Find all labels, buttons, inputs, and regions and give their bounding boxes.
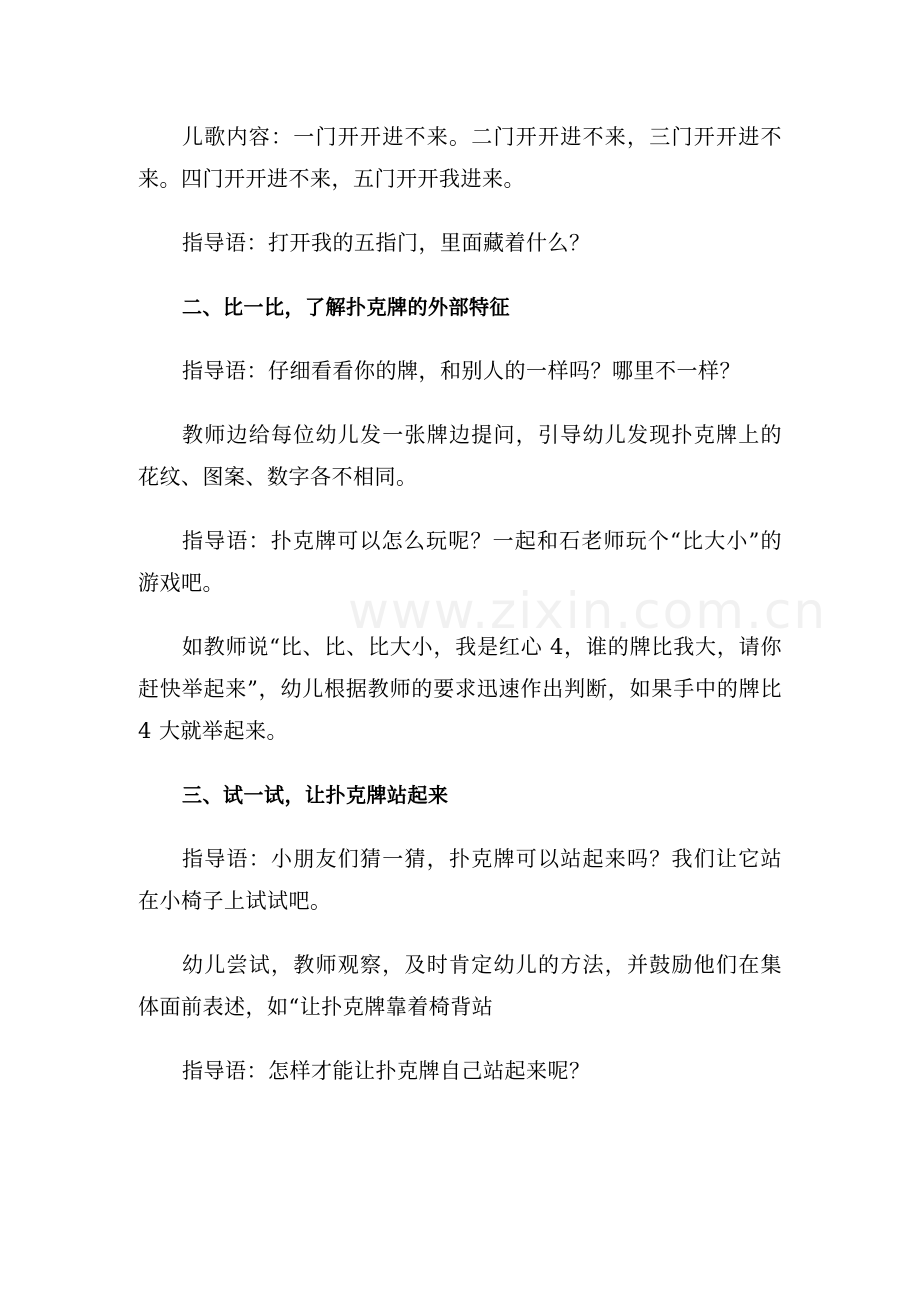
watermark: www.zixin.com.cn xyxy=(348,582,828,640)
paragraph-children-try: 幼儿尝试，教师观察，及时肯定幼儿的方法，并鼓励他们在集体面前表述，如“让扑克牌靠着椅背站 xyxy=(138,953,782,1019)
paragraph-guide-five-finger-door: 指导语：打开我的五指门，里面藏着什么？ xyxy=(182,231,591,255)
paragraph-nursery-rhyme: 儿歌内容：一门开开进不来。二门开开进不来，三门开开进不来。四门开开进不来，五门开开我进来。 xyxy=(138,125,782,191)
paragraph-teacher-hands-out: 教师边给每位幼儿发一张牌边提问，引导幼儿发现扑克牌上的花纹、图案、数字各不相同。 xyxy=(138,423,782,489)
paragraph-guide-look-at-card: 指导语：仔细看看你的牌，和别人的一样吗？哪里不一样？ xyxy=(182,359,741,383)
section-heading-stand-up: 三、试一试，让扑克牌站起来 xyxy=(182,783,449,807)
section-heading-compare: 二、比一比，了解扑克牌的外部特征 xyxy=(182,295,510,319)
paragraph-compare-game-example: 如教师说“比、比、比大小，我是红心 4，谁的牌比我大，请你赶快举起来”，幼儿根据教师的要求迅速作出判断，如果手中的牌比 4 大就举起来。 xyxy=(138,635,782,743)
paragraph-guide-stand-by-itself: 指导语：怎样才能让扑克牌自己站起来呢？ xyxy=(182,1059,591,1083)
paragraph-guide-how-to-play: 指导语：扑克牌可以怎么玩呢？一起和石老师玩个“比大小”的游戏吧。 xyxy=(138,529,782,595)
paragraph-guide-can-card-stand: 指导语：小朋友们猜一猜，扑克牌可以站起来吗？我们让它站在小椅子上试试吧。 xyxy=(138,847,782,913)
document-body xyxy=(138,116,782,1114)
